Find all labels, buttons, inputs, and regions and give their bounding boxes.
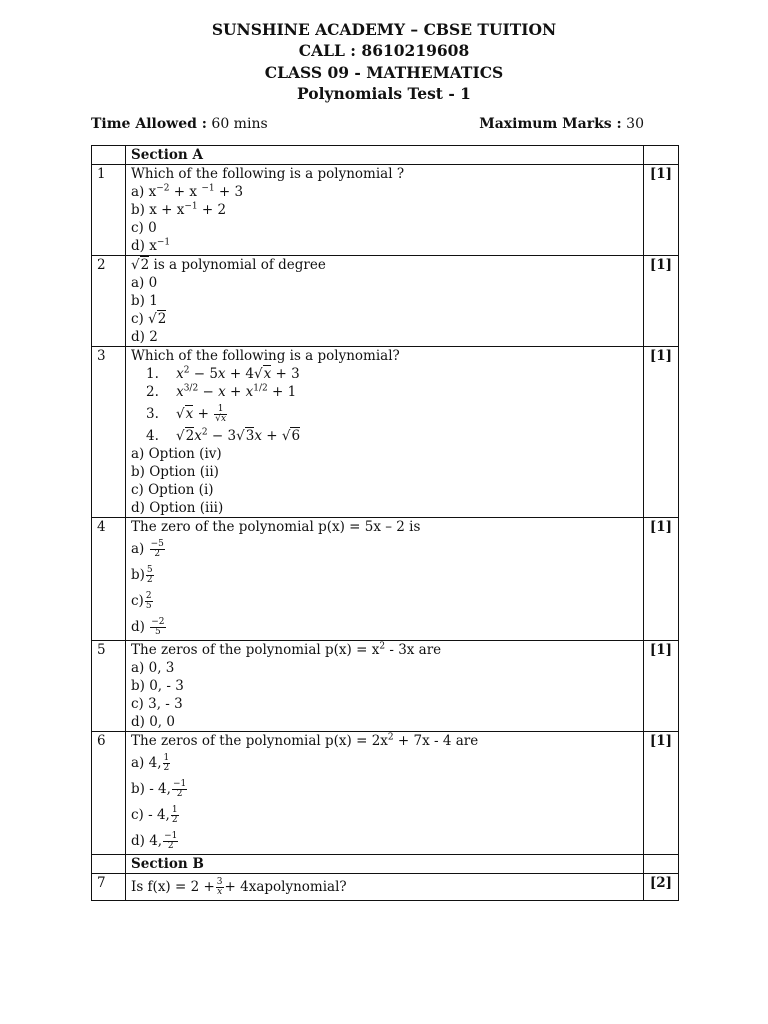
expression-item-4: 4. $√2x^2 - 3√3x + √6$ <box>146 427 301 444</box>
expression-item-1: 1. $x^2 - 5x + 4√x + 3$ <box>146 365 300 382</box>
test-meta <box>91 116 653 132</box>
option-a: a) $\frac{-5}{2}$ <box>131 539 164 559</box>
time-label: Time Allowed : <box>91 116 207 132</box>
question-content <box>126 732 644 855</box>
option-d: d) $x^{-1}$ <box>131 237 171 254</box>
question-row <box>92 874 679 901</box>
question-number: 4 <box>92 518 126 641</box>
question-number: 5 <box>92 641 126 732</box>
question-marks: [1] <box>644 347 679 518</box>
question-row <box>92 256 679 347</box>
option-b: b) - 4, $\frac{-1}{2}$ <box>131 779 187 799</box>
expression-item-3: 3. √x + $\frac{1}{√x}$ <box>146 404 227 424</box>
question-content <box>126 347 644 518</box>
question-marks: [1] <box>644 518 679 641</box>
option-c: c) 3, - 3 <box>131 696 183 712</box>
question-number: 2 <box>92 256 126 347</box>
question-number: 1 <box>92 165 126 256</box>
question-marks: [2] <box>644 874 679 901</box>
question-content <box>126 874 644 901</box>
question-content <box>126 518 644 641</box>
question-text: The zeros of the polynomial $p(x) = x^2 - 3x$ are <box>131 641 442 658</box>
question-marks: [1] <box>644 641 679 732</box>
time-value: 60 mins <box>211 116 268 132</box>
marks-label: Maximum Marks : <box>479 116 622 132</box>
question-text: Is f(x) = 2 + $\frac{3}{x}$ + 4xapolynomial? <box>131 877 347 897</box>
question-number: 7 <box>92 874 126 901</box>
class-line: CLASS 09 - MATHEMATICS <box>264 62 504 82</box>
option-a: a) $x^{-2} + x$ $^{-1}$ + 3 <box>131 183 244 200</box>
option-c: c) Option (i) <box>131 482 214 498</box>
question-number: 6 <box>92 732 126 855</box>
option-a: a) 4, $\frac{1}{2}$ <box>131 753 170 773</box>
question-number: 3 <box>92 347 126 518</box>
question-content <box>126 641 644 732</box>
question-text: Which of the following is a polynomial ? <box>131 166 405 182</box>
phone-line: CALL : 8610219608 <box>298 41 470 61</box>
question-row <box>92 641 679 732</box>
paper-header <box>0 19 768 104</box>
option-d: d) 4, $\frac{-1}{2}$ <box>131 831 178 851</box>
option-c: c) - 4, $\frac{1}{2}$ <box>131 805 178 825</box>
question-text: √2 is a polynomial of degree <box>131 257 326 273</box>
question-marks: [1] <box>644 165 679 256</box>
expression-item-2: 2. $x^{3/2} - x + x^{1/2} + 1$ <box>146 383 297 400</box>
option-b: b) 1 <box>131 293 158 309</box>
option-c: c) 0 <box>131 220 157 236</box>
option-a: a) 0 <box>131 275 158 291</box>
option-a: a) Option (iv) <box>131 446 222 462</box>
option-d: d) 2 <box>131 329 158 345</box>
option-b: b) Option (ii) <box>131 464 219 480</box>
academy-name: SUNSHINE ACADEMY – CBSE TUITION <box>211 20 557 39</box>
question-row <box>92 518 679 641</box>
question-row <box>92 165 679 256</box>
question-row <box>92 732 679 855</box>
option-d: d) 0, 0 <box>131 714 175 730</box>
question-content <box>126 165 644 256</box>
option-b: b) $x + x^{-1} + 2$ <box>131 201 227 218</box>
section-row <box>92 855 679 874</box>
question-marks: [1] <box>644 732 679 855</box>
question-marks: [1] <box>644 256 679 347</box>
marks-value: 30 <box>626 116 644 132</box>
option-d: d) $\frac{-2}{5}$ <box>131 617 165 637</box>
question-table <box>91 145 679 901</box>
question-text: The zero of the polynomial p(x) = 5x – 2 is <box>131 519 421 535</box>
option-d: d) Option (iii) <box>131 500 224 516</box>
section-a-heading: Section A <box>126 146 644 165</box>
question-content <box>126 256 644 347</box>
question-row <box>92 347 679 518</box>
option-b: b) 0, - 3 <box>131 678 184 694</box>
option-c: c) √2 <box>131 311 167 327</box>
question-text: The zeros of the polynomial $p(x) = 2x^2 + 7x - 4$ are <box>131 732 479 749</box>
option-c: c) $\frac{2}{5}$ <box>131 591 152 611</box>
section-row <box>92 146 679 165</box>
section-b-heading: Section B <box>126 855 644 874</box>
option-b: b) $\frac{5}{2}$ <box>131 565 153 585</box>
question-text: Which of the following is a polynomial? <box>131 348 400 364</box>
option-a: a) 0, 3 <box>131 660 175 676</box>
test-title: Polynomials Test - 1 <box>297 83 471 103</box>
